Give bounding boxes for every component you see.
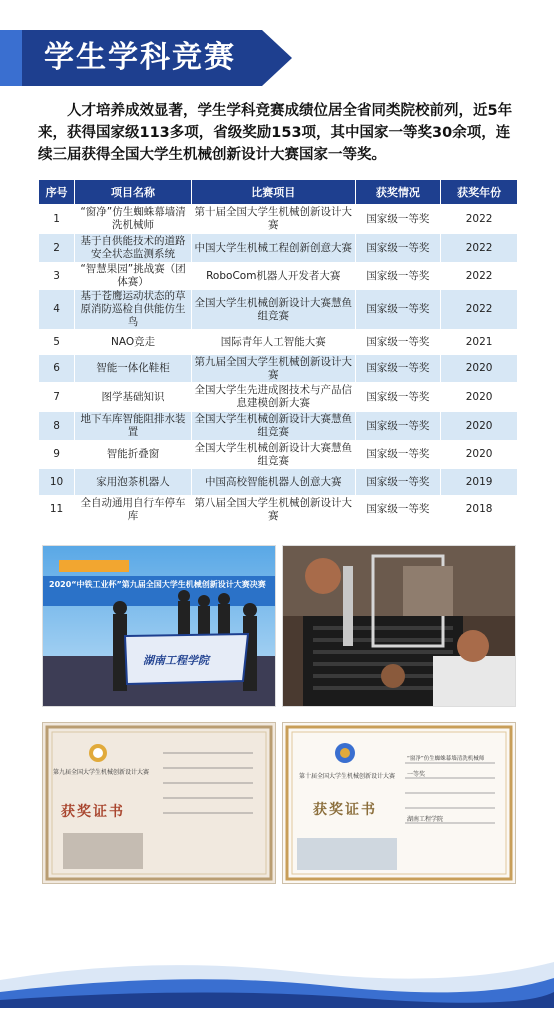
col-project: 项目名称: [75, 180, 192, 205]
table-row: [39, 234, 518, 263]
table-row: [39, 412, 518, 441]
table-row: [39, 355, 518, 383]
cell-competition: 国际青年人工智能大赛: [191, 330, 355, 355]
table-row: [39, 469, 518, 496]
cell-index: 11: [39, 496, 75, 524]
table-row: [39, 290, 518, 330]
cell-year: 2021: [441, 330, 518, 355]
cell-competition: RoboCom机器人开发者大赛: [191, 263, 355, 290]
certificate-2-school: 湖南工程学院: [407, 816, 444, 823]
certificate-2-project: “窗净”仿生蜘蛛幕墙清洗机械师: [407, 756, 485, 762]
cell-year: 2020: [441, 383, 518, 412]
bottom-decoration: [0, 950, 554, 1008]
cell-index: 9: [39, 441, 75, 469]
section-banner: [0, 30, 300, 86]
certificate-1: [42, 722, 276, 884]
cell-year: 2022: [441, 263, 518, 290]
cell-project: “智慧果园”挑战赛（团体赛）: [75, 263, 192, 290]
table-header-row: [39, 180, 518, 205]
certificate-2-org: 第十届全国大学生机械创新设计大赛: [298, 773, 395, 780]
cell-competition: 中国高校智能机器人创意大赛: [191, 469, 355, 496]
cell-year: 2022: [441, 234, 518, 263]
table-row: [39, 383, 518, 412]
cell-project: 家用泡茶机器人: [75, 469, 192, 496]
cell-year: 2019: [441, 469, 518, 496]
table-row: [39, 205, 518, 234]
col-competition: 比赛项目: [191, 180, 355, 205]
cell-award: 国家级一等奖: [355, 412, 441, 441]
ceremony-illustration: [43, 546, 275, 706]
cell-project: 地下车库智能阻排水装置: [75, 412, 192, 441]
certificate-2: [282, 722, 516, 884]
cell-index: 3: [39, 263, 75, 290]
certificate-2-title: 获奖证书: [313, 802, 377, 818]
cell-award: 国家级一等奖: [355, 355, 441, 383]
page-title: 学生学科竞赛: [44, 40, 236, 75]
certificate-2-award: 一等奖: [407, 771, 426, 778]
robot-illustration: [283, 546, 515, 706]
awards-table: [38, 179, 518, 524]
cell-project: 基于自供能技术的道路安全状态监测系统: [75, 234, 192, 263]
flag-text: 湖南工程学院: [143, 654, 209, 667]
bottom-wave: [0, 950, 554, 1008]
table-row: [39, 263, 518, 290]
cell-award: 国家级一等奖: [355, 441, 441, 469]
intro-paragraph: 人才培养成效显著，学生学科竞赛成绩位居全省同类院校前列，近5年来，获得国家级113多项，省级奖励153项，其中国家一等奖30余项，连续三届获得全国大学生机械创新设计大赛国家一等奖。: [38, 103, 513, 163]
cell-year: 2020: [441, 412, 518, 441]
cell-competition: 第十届全国大学生机械创新设计大赛: [191, 205, 355, 234]
cell-year: 2020: [441, 355, 518, 383]
cell-competition: 中国大学生机械工程创新创意大赛: [191, 234, 355, 263]
robot-photo: [282, 545, 516, 707]
col-index: 序号: [39, 180, 75, 205]
cell-project: 智能一体化鞋柜: [75, 355, 192, 383]
cell-competition: 全国大学生先进成图技术与产品信息建模创新大赛: [191, 383, 355, 412]
cell-competition: 全国大学生机械创新设计大赛慧鱼组竞赛: [191, 441, 355, 469]
cell-project: “窗净”仿生蜘蛛幕墙清洗机械师: [75, 205, 192, 234]
cell-award: 国家级一等奖: [355, 290, 441, 330]
col-award: 获奖情况: [355, 180, 441, 205]
cell-award: 国家级一等奖: [355, 234, 441, 263]
cell-award: 国家级一等奖: [355, 205, 441, 234]
cell-index: 6: [39, 355, 75, 383]
col-year: 获奖年份: [441, 180, 518, 205]
cell-index: 1: [39, 205, 75, 234]
cell-index: 8: [39, 412, 75, 441]
cell-project: 全自动通用自行车停车库: [75, 496, 192, 524]
cell-award: 国家级一等奖: [355, 330, 441, 355]
cell-index: 10: [39, 469, 75, 496]
cell-project: 图学基础知识: [75, 383, 192, 412]
cell-award: 国家级一等奖: [355, 383, 441, 412]
cell-index: 5: [39, 330, 75, 355]
cell-competition: 第九届全国大学生机械创新设计大赛: [191, 355, 355, 383]
table-row: [39, 496, 518, 524]
cell-year: 2022: [441, 290, 518, 330]
cell-year: 2022: [441, 205, 518, 234]
cell-index: 4: [39, 290, 75, 330]
ceremony-photo: [42, 545, 276, 707]
cell-competition: 第八届全国大学生机械创新设计大赛: [191, 496, 355, 524]
cell-project: 智能折叠窗: [75, 441, 192, 469]
cell-year: 2018: [441, 496, 518, 524]
cell-year: 2020: [441, 441, 518, 469]
cell-award: 国家级一等奖: [355, 496, 441, 524]
cell-competition: 全国大学生机械创新设计大赛慧鱼组竞赛: [191, 412, 355, 441]
table-row: [39, 441, 518, 469]
certificate-1-title: 获奖证书: [61, 804, 125, 820]
cell-competition: 全国大学生机械创新设计大赛慧鱼组竞赛: [191, 290, 355, 330]
cell-award: 国家级一等奖: [355, 263, 441, 290]
certificate-1-org: 第九届全国大学生机械创新设计大赛: [53, 769, 150, 776]
table-row: [39, 330, 518, 355]
cell-project: NAO竞走: [75, 330, 192, 355]
ceremony-banner-text: 2020“中铁工业杯”第九届全国大学生机械创新设计大赛决赛: [49, 580, 266, 589]
cell-index: 2: [39, 234, 75, 263]
cell-award: 国家级一等奖: [355, 469, 441, 496]
cell-index: 7: [39, 383, 75, 412]
cell-project: 基于苍鹰运动状态的草原消防巡检自供能仿生鸟: [75, 290, 192, 330]
